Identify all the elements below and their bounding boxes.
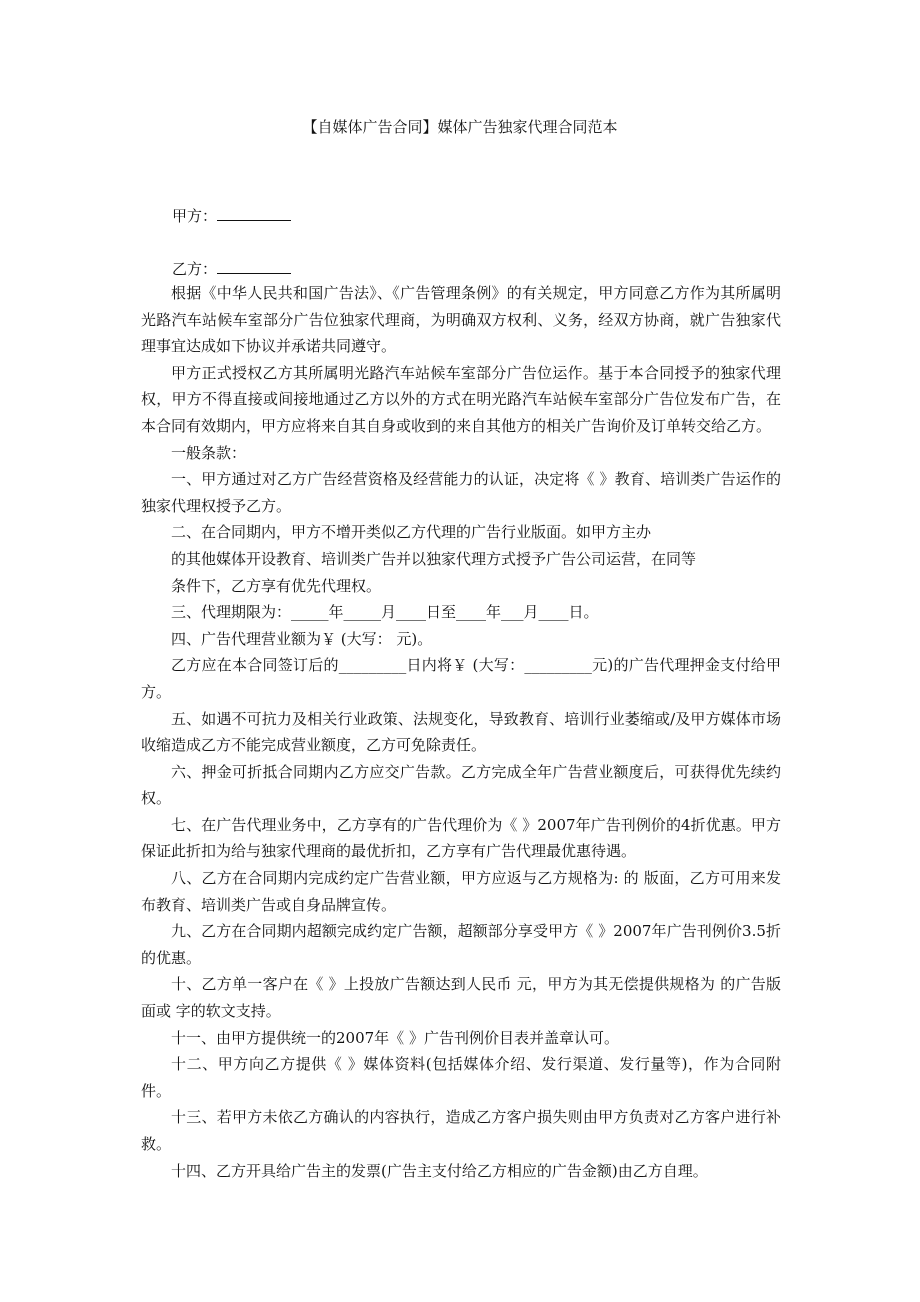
- party-a-blank: [217, 205, 291, 221]
- party-b-line: [172, 258, 291, 280]
- contract-body: [141, 280, 781, 1184]
- clause-10: 十、乙方单一客户在《 》上投放广告额达到人民币 元，甲方为其无偿提供规格为 的广告版面或 字的软文支持。: [141, 975, 781, 1021]
- clause-7: 七、在广告代理业务中，乙方享有的广告代理价为《 》2007年广告刊例价的4折优惠。甲方保证此折扣为给与独家代理商的最优折扣，乙方享有广告代理最优惠待遇。: [141, 815, 781, 861]
- clause-9: 九、乙方在合同期内超额完成约定广告额，超额部分享受甲方《 》2007年广告刊例价3.5折的优惠。: [141, 922, 781, 967]
- party-a-line: [172, 205, 291, 227]
- party-b-blank: [217, 258, 291, 274]
- clause-5: 五、如遇不可抗力及相关行业政策、法规变化，导致教育、培训行业萎缩或/及甲方媒体市场收缩造成乙方不能完成营业额度，乙方可免除责任。: [141, 709, 781, 755]
- clause-14: 十四、乙方开具给广告主的发票(广告主支付给乙方相应的广告金额)由乙方自理。: [171, 1161, 708, 1180]
- document-title: 【自媒体广告合同】媒体广告独家代理合同范本: [302, 118, 618, 136]
- clause-2-line-2: 的其他媒体开设教育、培训类广告并以独家代理方式授予广告公司运营，在同等: [171, 549, 697, 568]
- preamble-paragraph: 根据《中华人民共和国广告法》、《广告管理条例》的有关规定，甲方同意乙方作为其所属明光路汽车站候车室部分广告位独家代理商，为明确双方权利、义务，经双方协商，就广告独家代理事宜达成如下协议并承诺共同遵守。: [141, 284, 781, 356]
- clause-8: 八、乙方在合同期内完成约定广告营业额，甲方应返与乙方规格为: 的 版面，乙方可用来发布教育、培训类广告或自身品牌宣传。: [141, 869, 781, 914]
- clause-3: 三、代理期限为：_____年_____月____日至____年___月____日。: [171, 603, 599, 622]
- clause-2-line-1: 二、在合同期内，甲方不增开类似乙方代理的广告行业版面。如甲方主办: [171, 523, 652, 542]
- clause-4: 四、广告代理营业额为￥ (大写： 元)。: [171, 629, 433, 648]
- clause-6: 六、押金可折抵合同期内乙方应交广告款。乙方完成全年广告营业额度后，可获得优先续约权。: [141, 762, 781, 808]
- deposit-paragraph: 乙方应在本合同签订后的_________日内将￥ (大写：_________元)的广告代理押金支付给甲方。: [141, 656, 781, 701]
- clause-13: 十三、若甲方未依乙方确认的内容执行，造成乙方客户损失则由甲方负责对乙方客户进行补救。: [141, 1108, 781, 1153]
- general-terms-heading: 一般条款：: [171, 443, 247, 462]
- clause-1: 一、甲方通过对乙方广告经营资格及经营能力的认证，决定将《 》教育、培训类广告运作的独家代理权授予乙方。: [141, 470, 781, 515]
- clause-11: 十一、由甲方提供统一的2007年《 》广告刊例价目表并盖章认可。: [171, 1028, 619, 1047]
- clause-12: 十二、甲方向乙方提供《 》媒体资料(包括媒体介绍、发行渠道、发行量等)，作为合同附件。: [141, 1055, 781, 1100]
- authorization-paragraph: 甲方正式授权乙方其所属明光路汽车站候车室部分广告位运作。基于本合同授予的独家代理权，甲方不得直接或间接地通过乙方以外的方式在明光路汽车站候车室部分广告位发布广告，在本合同有效期内，甲方应将来自其自身或收到的来自其他方的相关广告询价及订单转交给乙方。: [141, 363, 781, 435]
- party-a-label: 甲方：: [172, 207, 218, 225]
- party-b-label: 乙方：: [172, 260, 218, 278]
- clause-2-line-3: 条件下，乙方享有优先代理权。: [171, 576, 382, 595]
